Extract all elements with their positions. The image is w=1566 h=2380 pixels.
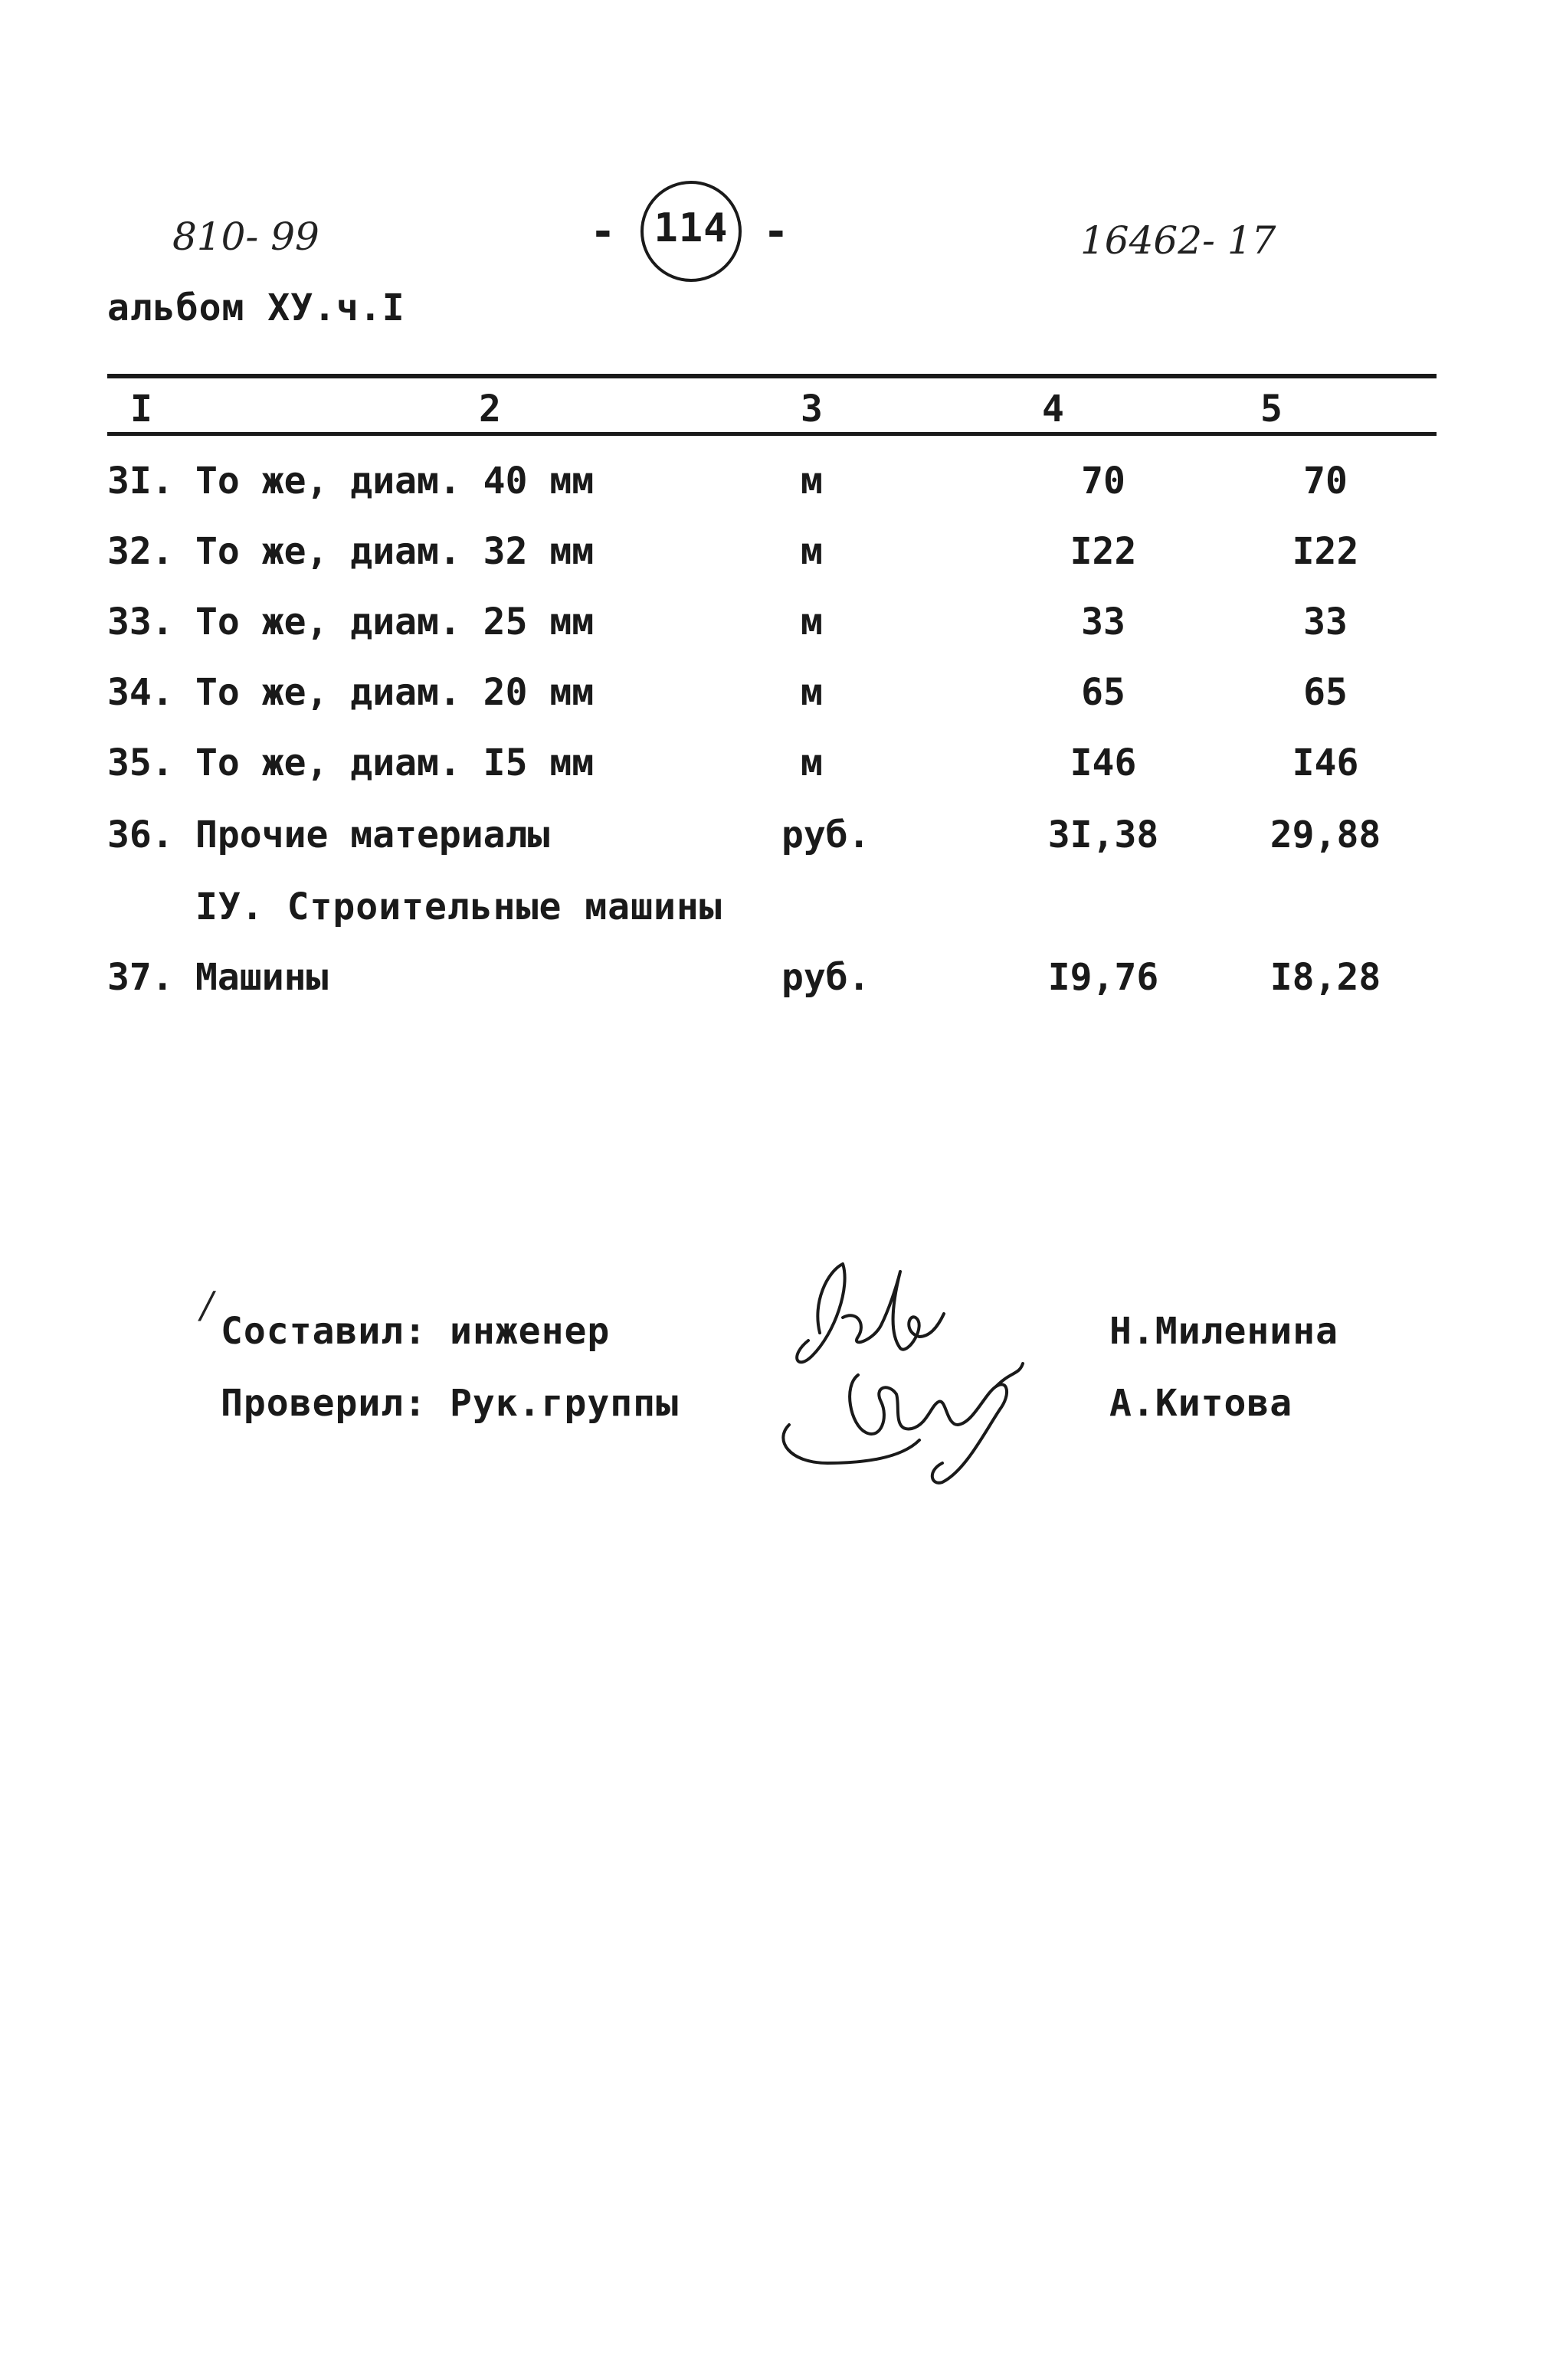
page-number-dash-right: - (763, 207, 790, 257)
row-col4-value: I22 (1070, 530, 1137, 573)
compiled-by-name: Н.Миленина (1109, 1310, 1338, 1353)
row-col5-value: 33 (1303, 601, 1348, 643)
table-row (107, 601, 1410, 654)
row-col4-value: 65 (1081, 671, 1125, 714)
table-top-rule (107, 374, 1437, 378)
signoff-tick-mark: / (201, 1284, 214, 1327)
checked-by-label: Проверил: Рук.группы (221, 1382, 679, 1425)
section-heading: IУ. Строительные машины (195, 886, 722, 928)
row-number: 35. (107, 741, 174, 784)
row-unit: руб. (781, 956, 870, 999)
table-row (107, 814, 1410, 867)
column-header-5: 5 (1260, 388, 1283, 430)
compiled-by-label: Составил: инженер (221, 1310, 611, 1353)
row-name: То же, диам. 20 мм (195, 671, 595, 714)
row-col4-value: 3I,38 (1047, 814, 1159, 856)
row-unit: м (801, 741, 823, 784)
handwritten-doc-code-right: 16462- 17 (1080, 218, 1276, 263)
row-name: Прочие материалы (195, 814, 550, 856)
handwritten-doc-code-left: 810- 99 (172, 214, 319, 259)
row-name: То же, диам. 25 мм (195, 601, 595, 643)
row-number: 34. (107, 671, 174, 714)
row-col4-value: 70 (1081, 460, 1125, 503)
row-name: То же, диам. 32 мм (195, 530, 595, 573)
row-name: То же, диам. 40 мм (195, 460, 595, 503)
table-row (107, 671, 1410, 725)
album-label: альбом ХУ.ч.I (107, 286, 405, 329)
row-unit: м (801, 460, 823, 503)
row-col5-value: I8,28 (1270, 956, 1381, 999)
row-col5-value: 65 (1303, 671, 1348, 714)
column-header-2: 2 (479, 388, 501, 430)
handwritten-signatures (766, 1241, 1042, 1501)
row-number: 33. (107, 601, 174, 643)
checked-by-name: А.Китова (1109, 1382, 1293, 1425)
column-header-1: I (130, 388, 152, 430)
row-number: 36. (107, 814, 174, 856)
row-number: 37. (107, 956, 174, 999)
row-name: То же, диам. I5 мм (195, 741, 595, 784)
row-unit: м (801, 601, 823, 643)
row-col5-value: 70 (1303, 460, 1348, 503)
row-unit: м (801, 671, 823, 714)
row-col5-value: 29,88 (1270, 814, 1381, 856)
table-row (107, 530, 1410, 584)
row-number: 3I. (107, 460, 174, 503)
table-row (107, 460, 1410, 513)
row-col4-value: 33 (1081, 601, 1125, 643)
page-number-dash-left: - (590, 207, 617, 257)
row-unit: руб. (781, 814, 870, 856)
row-col5-value: I46 (1292, 741, 1359, 784)
row-col4-value: I9,76 (1047, 956, 1159, 999)
row-col5-value: I22 (1292, 530, 1359, 573)
row-name: Машины (195, 956, 329, 999)
row-unit: м (801, 530, 823, 573)
page-number: 114 (654, 205, 729, 251)
column-header-4: 4 (1042, 388, 1064, 430)
column-header-3: 3 (801, 388, 823, 430)
table-header-rule (107, 432, 1437, 436)
table-row (107, 741, 1410, 795)
table-row (107, 956, 1410, 1010)
row-number: 32. (107, 530, 174, 573)
row-col4-value: I46 (1070, 741, 1137, 784)
